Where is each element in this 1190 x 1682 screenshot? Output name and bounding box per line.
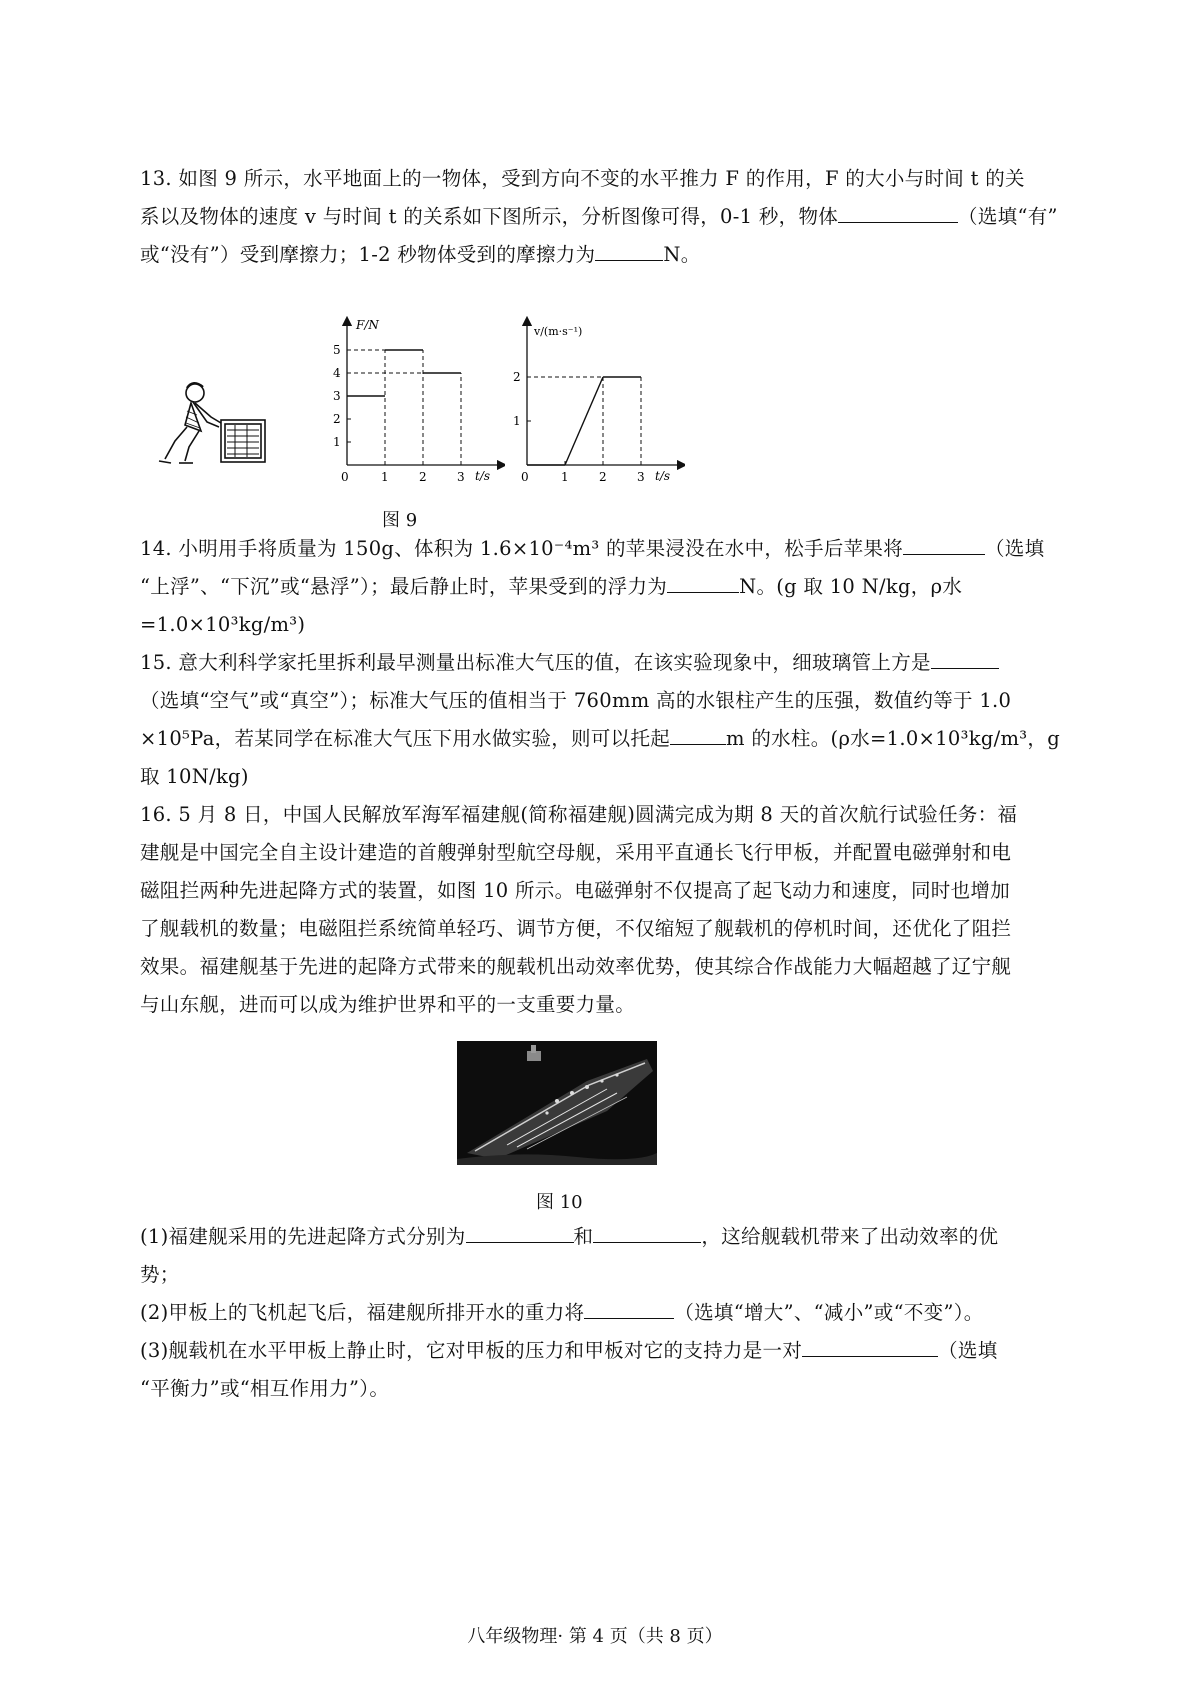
q13-text-d: N。 <box>663 243 701 266</box>
q16-line-3: 磁阻拦两种先进起降方式的装置，如图 10 所示。电磁弹射不仅提高了起飞动力和速度，同时也增加 <box>140 879 1011 902</box>
q16-sub3 <box>140 1332 1060 1370</box>
v-chart-x-tick-label: 0 <box>521 470 529 484</box>
q15-line3 <box>140 720 1060 758</box>
question-16 <box>140 796 1060 1024</box>
q14-line3: =1.0×10³kg/m³) <box>140 613 306 636</box>
q15-line2: （选填“空气”或“真空”）；标准大气压的值相当于 760mm 高的水银柱产生的压强，数值约等于 1.0 <box>140 689 1012 712</box>
question-15 <box>140 644 1060 796</box>
q13-line1: 13. 如图 9 所示，水平地面上的一物体，受到方向不变的水平推力 F 的作用，F 的大小与时间 t 的关 <box>140 167 1025 190</box>
q14-text-d: N。(g 取 10 N/kg，ρ水 <box>739 575 963 598</box>
aircraft-carrier-photo <box>457 1041 657 1165</box>
page-footer: 八年级物理· 第 4 页（共 8 页） <box>467 1626 723 1647</box>
q14-text-c: “上浮”、“下沉”或“悬浮”）；最后静止时，苹果受到的浮力为 <box>140 575 668 598</box>
q16-line-1: 16. 5 月 8 日，中国人民解放军海军福建舰(简称福建舰)圆满完成为期 8 天的首次航行试验任务：福 <box>140 803 1018 826</box>
q13-line2 <box>140 198 1060 236</box>
v-t-chart <box>500 315 685 495</box>
f-chart-t-axis-label: t/s <box>475 469 491 483</box>
v-axis-label: v/(m·s⁻¹) <box>534 325 583 338</box>
q15-line4: 取 10N/kg) <box>140 765 249 788</box>
v-chart-t-axis-label: t/s <box>655 469 671 483</box>
f-chart-y-tick-label: 1 <box>333 435 341 449</box>
v-chart-y-tick-label: 1 <box>513 414 521 428</box>
q16-sub1-text-c: ，这给舰载机带来了出动效率的优 <box>701 1225 999 1248</box>
q14-line2 <box>140 568 1060 606</box>
f-chart-y-tick-label: 5 <box>333 343 341 357</box>
q16-sub1 <box>140 1218 1060 1256</box>
figure-9-caption: 图 9 <box>382 510 418 531</box>
question-13 <box>140 160 1060 274</box>
q16-line-2: 建舰是中国完全自主设计建造的首艘弹射型航空母舰，采用平直通长飞行甲板，并配置电磁弹射和电 <box>140 841 1012 864</box>
q16-sub1-cont: 势； <box>140 1263 180 1286</box>
q15-blank-1[interactable] <box>931 646 999 669</box>
v-chart-series-segment <box>565 377 603 465</box>
f-chart-x-tick-label: 2 <box>419 470 427 484</box>
question-16-subquestions <box>140 1218 1060 1408</box>
q16-sub2-text-a: (2)甲板上的飞机起飞后，福建舰所排开水的重力将 <box>140 1301 585 1324</box>
q14-blank-2[interactable] <box>667 570 739 593</box>
f-chart-y-tick-label: 4 <box>333 366 341 380</box>
q14-text-a: 14. 小明用手将质量为 150g、体积为 1.6×10⁻⁴m³ 的苹果浸没在水中，松手后苹果将 <box>140 537 903 560</box>
q14-text-b: （选填 <box>985 537 1045 560</box>
f-chart-x-tick-label: 0 <box>341 470 349 484</box>
q14-blank-1[interactable] <box>903 532 985 555</box>
f-t-chart <box>320 315 505 495</box>
v-chart-x-tick-label: 2 <box>599 470 607 484</box>
f-chart-y-tick-label: 2 <box>333 412 341 426</box>
f-axis-label: F/N <box>356 318 379 332</box>
q16-sub3-text-b: （选填 <box>938 1339 998 1362</box>
q13-text-a: 系以及物体的速度 v 与时间 t 的关系如下图所示，分析图像可得，0-1 秒，物体 <box>140 205 839 228</box>
q15-blank-2[interactable] <box>670 722 726 745</box>
v-chart-x-tick-label: 1 <box>561 470 569 484</box>
figure-10-caption: 图 10 <box>536 1192 583 1213</box>
f-chart-y-tick-label: 3 <box>333 389 341 403</box>
q13-text-c: 或“没有”）受到摩擦力；1-2 秒物体受到的摩擦力为 <box>140 243 596 266</box>
v-chart-y-tick-label: 2 <box>513 370 521 384</box>
q16-blank-2[interactable] <box>593 1220 701 1243</box>
f-chart-x-tick-label: 1 <box>381 470 389 484</box>
q13-blank-2[interactable] <box>595 238 663 261</box>
q15-text-c: m 的水柱。(ρ水=1.0×10³kg/m³，g <box>726 727 1060 750</box>
v-chart-x-tick-label: 3 <box>637 470 645 484</box>
q16-sub3-cont: “平衡力”或“相互作用力”）。 <box>140 1377 390 1400</box>
f-chart-x-tick-label: 3 <box>457 470 465 484</box>
q16-blank-1[interactable] <box>466 1220 574 1243</box>
q16-sub1-text-a: (1)福建舰采用的先进起降方式分别为 <box>140 1225 466 1248</box>
q16-line-5: 效果。福建舰基于先进的起降方式带来的舰载机出动效率优势，使其综合作战能力大幅超越了辽宁舰 <box>140 955 1012 978</box>
q16-blank-3[interactable] <box>584 1296 674 1319</box>
q16-sub1-text-b: 和 <box>573 1225 594 1248</box>
q15-text-b: ×10⁵Pa，若某同学在标准大气压下用水做实验，则可以托起 <box>140 727 671 750</box>
q13-line3 <box>140 236 1060 274</box>
q13-text-b: （选填“有” <box>958 205 1058 228</box>
q16-line-6: 与山东舰，进而可以成为维护世界和平的一支重要力量。 <box>140 993 636 1016</box>
q16-line-4: 了舰载机的数量；电磁阻拦系统简单轻巧、调节方便，不仅缩短了舰载机的停机时间，还优化了阻拦 <box>140 917 1012 940</box>
q15-line1 <box>140 644 1060 682</box>
q16-sub3-text-a: (3)舰载机在水平甲板上静止时，它对甲板的压力和甲板对它的支持力是一对 <box>140 1339 803 1362</box>
q13-blank-1[interactable] <box>838 200 958 223</box>
question-14 <box>140 530 1060 644</box>
boy-pushing-box-illustration <box>155 375 275 470</box>
q16-blank-4[interactable] <box>802 1334 938 1357</box>
q15-text-a: 15. 意大利科学家托里拆利最早测量出标准大气压的值，在该实验现象中，细玻璃管上方是 <box>140 651 931 674</box>
q14-line1 <box>140 530 1060 568</box>
q16-sub2 <box>140 1294 1060 1332</box>
q16-sub2-text-b: （选填“增大”、“减小”或“不变”）。 <box>674 1301 984 1324</box>
